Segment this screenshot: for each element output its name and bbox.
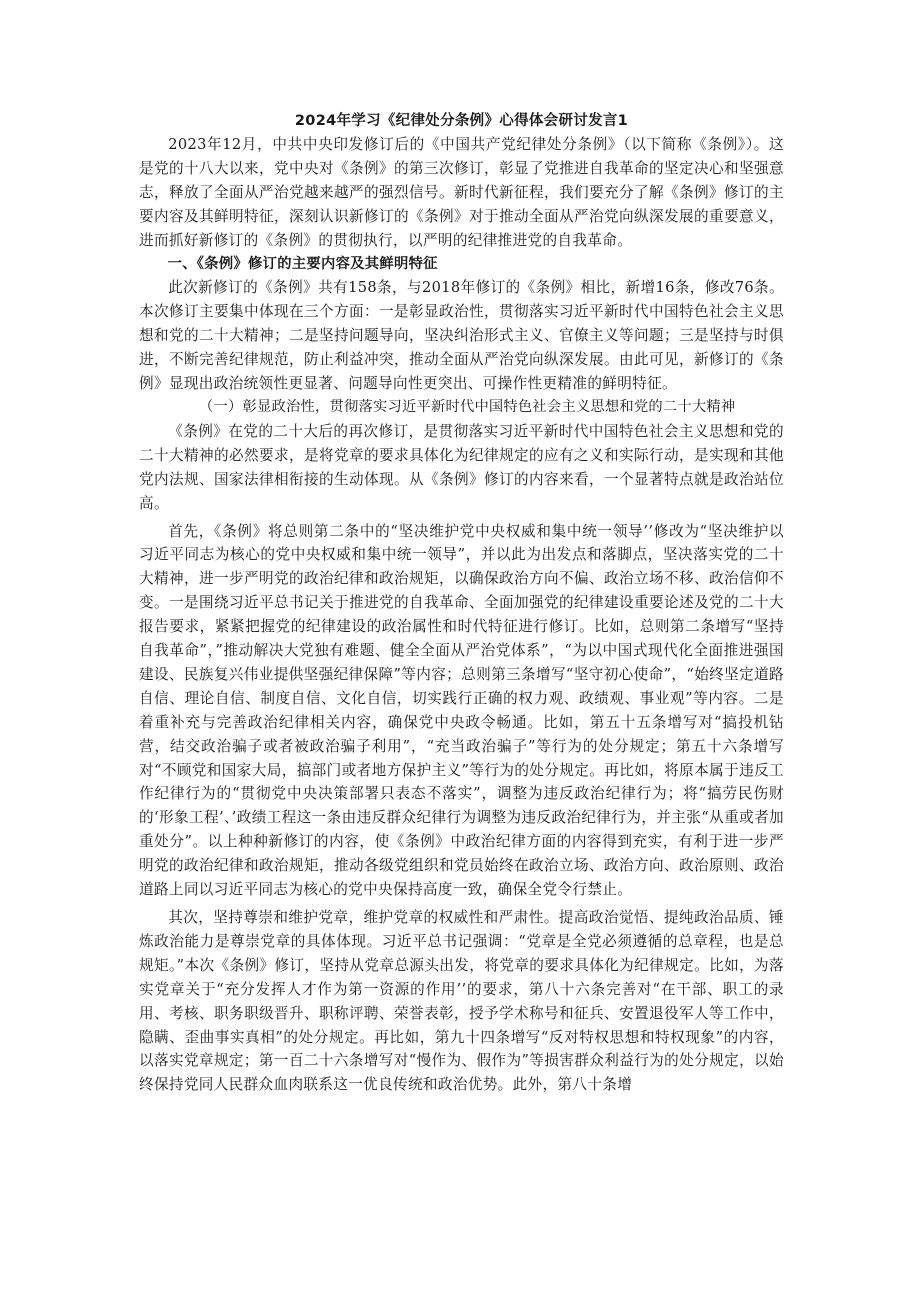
paragraph-second: 其次，坚持尊崇和维护党章，维护党章的权威性和严肃性。提高政治觉悟、提纯政治品质、锤炼政治能力是尊崇党章的具体体现。习近平总书记强调：“党章是全党必须遵循的总章程，也是总规矩。”本次《条例》修订，坚持从党章总源头出发，将党章的要求具体化为纪律规定。比如，为落实党章关于“充分发挥人才作为第一资源的作用’’的要求，第八十六条完善对“在干部、职工的录用、考核、职务职级晋升、职称评聘、荣誉表彰，授予学术称号和征兵、安置退役军人等工作中，隐瞒、歪曲事实真相”的处分规定。再比如，第九十四条增写“反对特权思想和特权现象”的内容，以落实党章规定；第一百二十六条增写对“慢作为、假作为”等损害群众利益行为的处分规定，以始终保持党同人民群众血肉联系这一优良传统和政治优势。此外，第八十条增 — [139, 909, 784, 1094]
paragraph-intro: 2023年12月，中共中央印发修订后的《中国共产党纪律处分条例》（以下简称《条例》）。这是党的十八大以来，党中央对《条例》的第三次修订，彰显了党推进自我革命的坚定决心和坚强意志，释放了全面从严治党越来越严的强烈信号。新时代新征程，我们要充分了解《条例》修订的主要内容及其鲜明特征，深刻认识新修订的《条例》对于推动全面从严治党向纵深发展的重要意义，进而抓好新修订的《条例》的贯彻执行，以严明的纪律推进党的自我革命。 — [139, 136, 784, 249]
paragraph-revision-overview: 此次新修订的《条例》共有158条，与2018年修订的《条例》相比，新增16条，修改76条。本次修订主要集中体现在三个方面：一是彰显政治性，贯彻落实习近平新时代中国特色社会主义思想和党的二十大精神；二是坚持问题导向，坚决纠治形式主义、官僚主义等问题；三是坚持与时俱进，不断完善纪律规范，防止利益冲突，推动全面从严治党向纵深发展。由此可见，新修订的《条例》显现出政治统领性更显著、问题导向性更突出、可操作性更精准的鲜明特征。 — [139, 279, 784, 393]
document-page — [139, 110, 784, 1097]
paragraph-first: 首先，《条例》将总则第二条中的“坚决维护党中央权威和集中统一领导’’修改为“坚决维护以习近平同志为核心的党中央权威和集中统一领导”，并以此为出发点和落脚点，坚决落实党的二十大精神，进一步严明党的政治纪律和政治规矩，以确保政治方向不偏、政治立场不移、政治信仰不变。一是围绕习近平总书记关于推进党的自我革命、全面加强党的纪律建设重要论述及党的二十大报告要求，紧紧把握党的纪律建设的政治属性和时代特征进行修订。比如，总则第二条增写“坚持自我革命”，”推动解决大党独有难题、健全全面从严治党体系”，“为以中国式现代化全面推进强国建设、民族复兴伟业提供坚强纪律保障”等内容；总则第三条增写“坚守初心使命”，“始终坚定道路自信、理论自信、制度自信、文化自信，切实践行正确的权力观、政绩观、事业观”等内容。二是着重补充与完善政治纪律相关内容，确保党中央政令畅通。比如，第五十五条增写对“搞投机钻营，结交政治骗子或者被政治骗子利用”，“充当政治骗子”等行为的处分规定；第五十六条增写对“不顾党和国家大局，搞部门或者地方保护主义”等行为的处分规定。再比如，将原本属于违反工作纪律行为的“贯彻党中央决策部署只表态不落实”，调整为违反政治纪律行为；将“搞劳民伤财的‘形象工程’、’政绩工程这一条由违反群众纪律行为调整为违反政治纪律行为，并主张“从重或者加重处分”。以上种种新修订的内容，使《条例》中政治纪律方面的内容得到充实，有利于进一步严明党的政治纪律和政治规矩，推动各级党组织和党员始终在政治立场、政治方向、政治原则、政治道路上同以习近平同志为核心的党中央保持高度一致，确保全党令行禁止。 — [139, 522, 784, 899]
document-title: 2024年学习《纪律处分条例》心得体会研讨发言1 — [294, 113, 629, 129]
subsection-heading-1: （一）彰显政治性，贯彻落实习近平新时代中国特色社会主义思想和党的二十大精神 — [199, 398, 736, 415]
paragraph-political-stance: 《条例》在党的二十大后的再次修订，是贯彻落实习近平新时代中国特色社会主义思想和党的二十大精神的必然要求，是将党章的要求具体化为纪律规定的应有之义和实际行动，是实现和其他党内法规、国家法律相衔接的生动体现。从《条例》修订的内容来看，一个显著特点就是政治站位高。 — [139, 422, 784, 512]
section-heading-1: 一、《条例》修订的主要内容及其鲜明特征 — [167, 255, 438, 272]
